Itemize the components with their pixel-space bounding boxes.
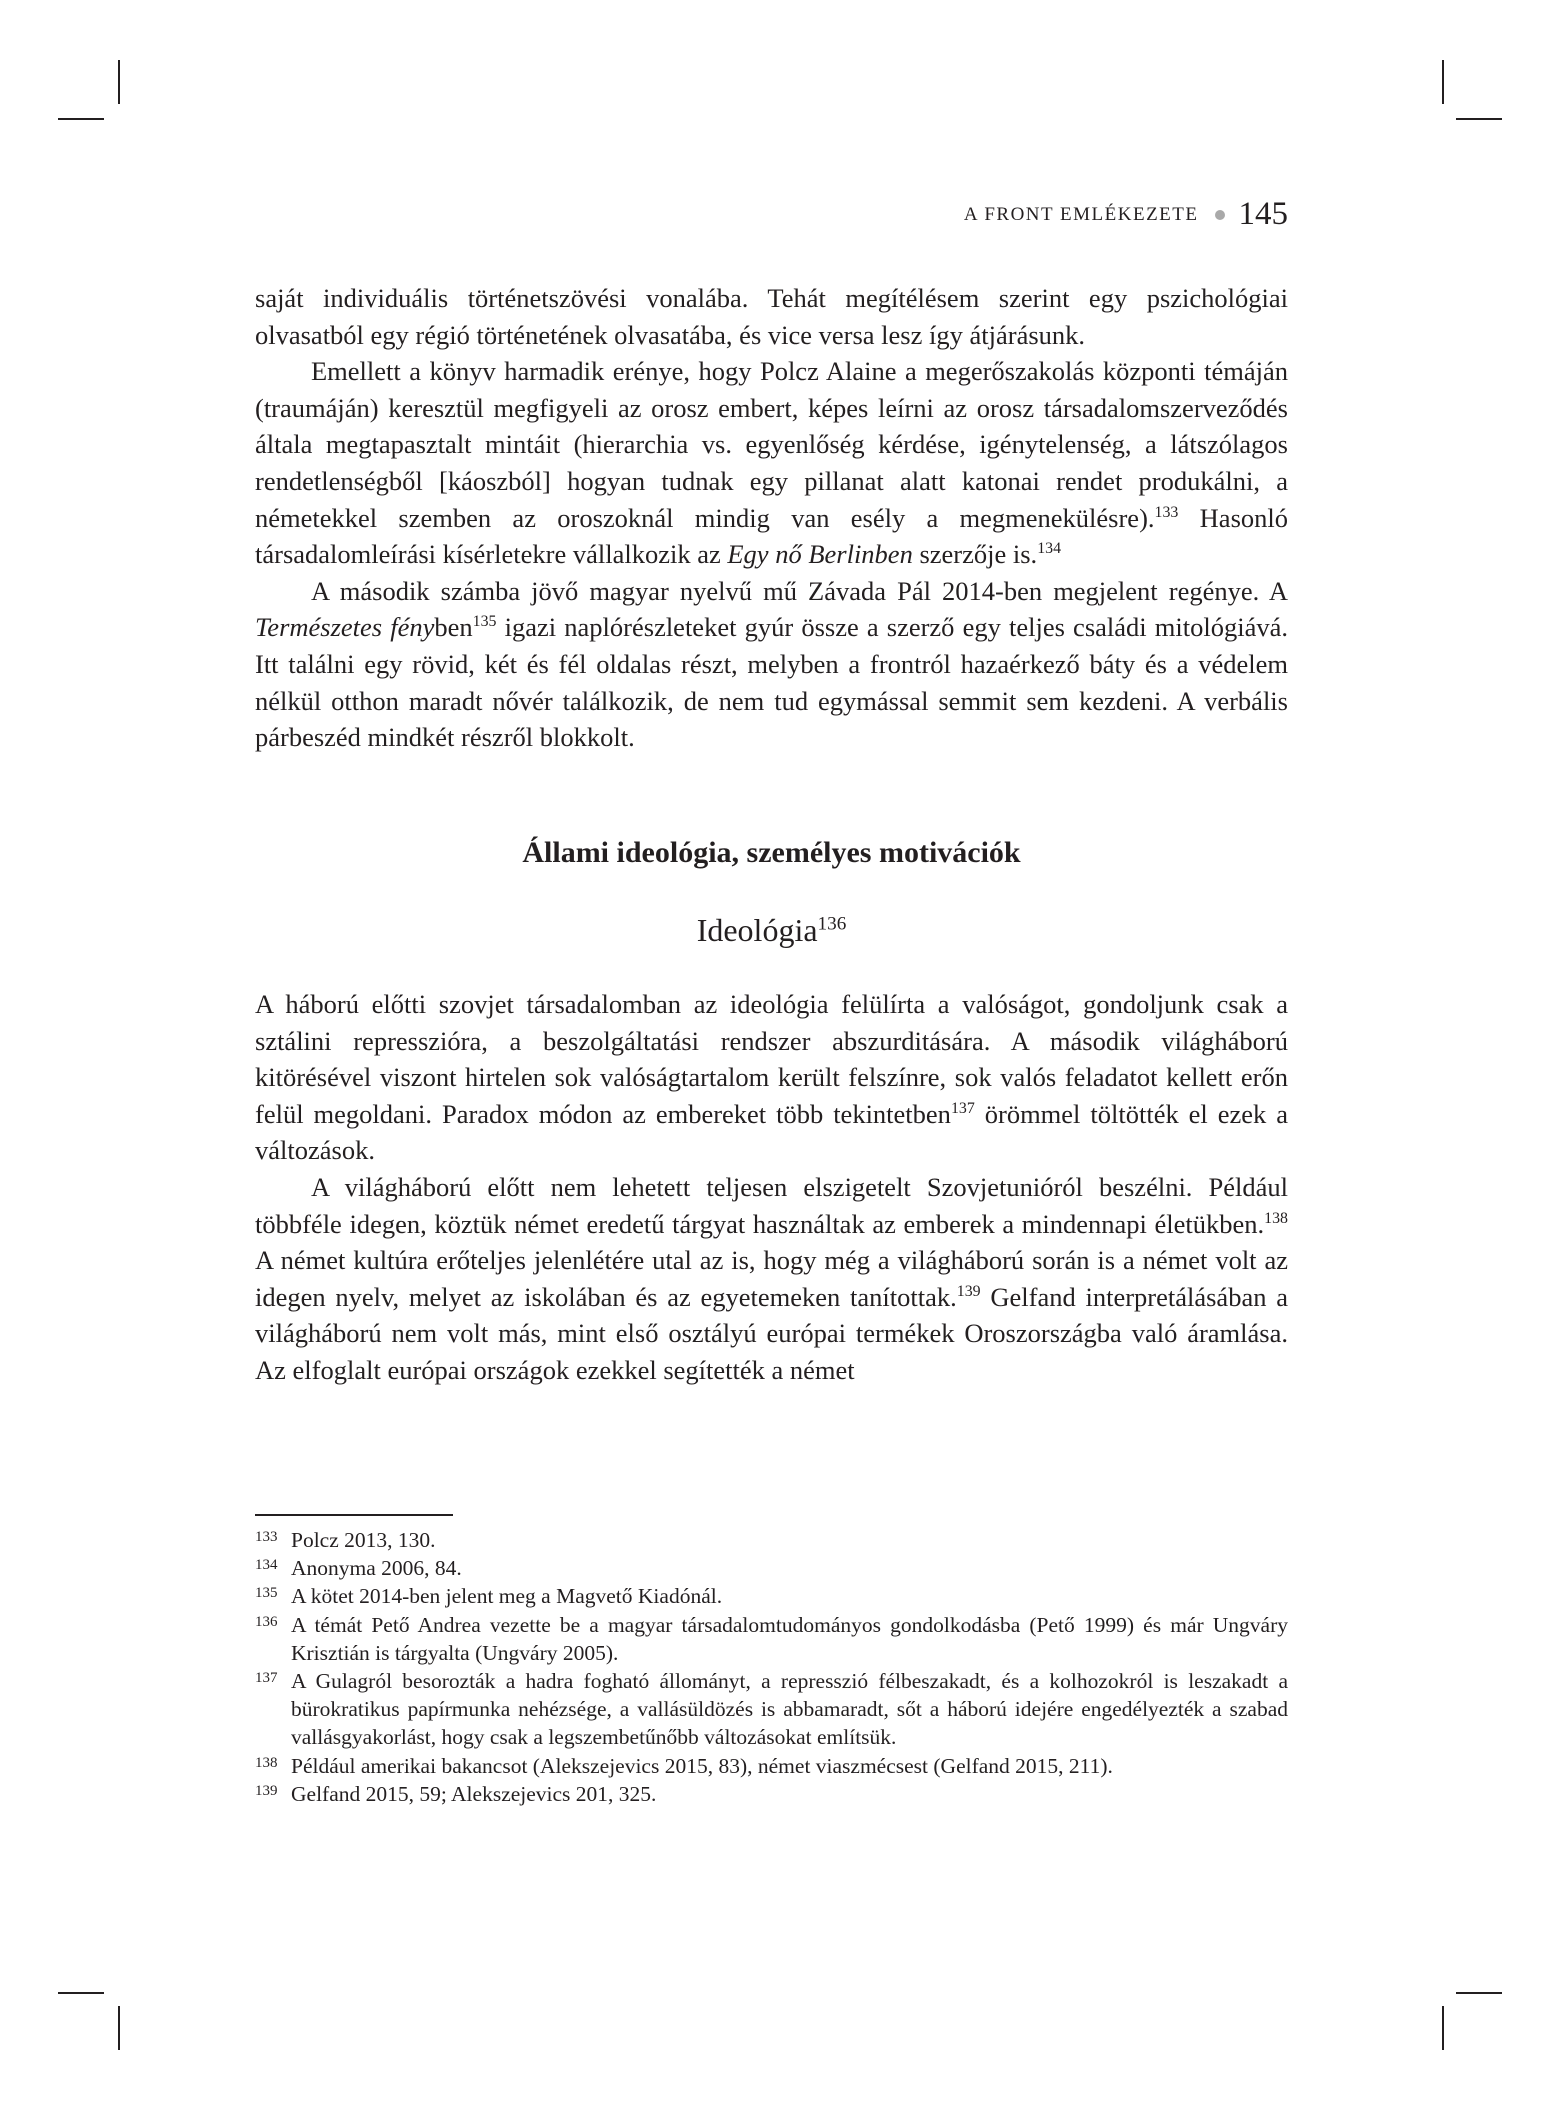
paragraph-5 [255,1169,1288,1389]
footnote-ref-139[interactable]: 139 [956,1282,981,1300]
footnote-separator [255,1514,453,1516]
footnote-number: 138 [255,1754,278,1771]
footnote-text: Anonyma 2006, 84. [291,1556,462,1581]
running-head [964,196,1288,233]
footnote-text: A témát Pető Andrea vezette be a magyar társadalomtudományos gondolkodásba (Pető 1999) és már Ungváry Krisztián is tárgyalta (Ungváry 2005). [291,1612,1288,1665]
body-text-bottom [255,986,1288,1389]
footnote-ref-135[interactable]: 135 [472,613,497,631]
footnote-ref-138[interactable]: 138 [1264,1209,1288,1227]
footnote-ref-133[interactable]: 133 [1154,503,1179,521]
running-title: A FRONT EMLÉKEZETE [963,203,1199,225]
crop-mark-top-left-horizontal [58,118,104,120]
paragraph-2-text-b: Hasonló társadalomleírási kísérletekre vállalkozik az [255,502,1288,570]
footnote-item [255,1752,1288,1780]
paragraph-3-text-b: ben [434,612,473,643]
paragraph-3 [255,573,1288,756]
crop-mark-top-left-vertical [118,60,120,104]
bullet-dot-icon [1215,210,1225,220]
paragraph-2 [255,353,1288,573]
footnote-number: 135 [255,1585,278,1602]
paragraph-1-text: saját individuális történetszövési vonalába. Tehát megítélésem szerint egy pszichológiai olvasatból egy régió történetének olvasatába, és vice versa lesz így átjárásunk. [255,283,1288,350]
footnote-ref-134[interactable]: 134 [1037,540,1062,558]
paragraph-2-text-c: szerzője is. [912,539,1038,570]
paragraph-4-text-b: örömmel töltötték el ezek a változások. [255,1098,1289,1166]
footnote-item [255,1780,1288,1808]
footnote-text: Gelfand 2015, 59; Alekszejevics 201, 325. [291,1781,657,1806]
crop-mark-bottom-right-horizontal [1456,1992,1502,1994]
book-title-italic: Természetes fény [255,612,435,643]
crop-mark-bottom-left-horizontal [58,1992,104,1994]
footnote-item [255,1554,1288,1582]
footnote-ref-136[interactable]: 136 [817,913,847,935]
paragraph-1 [255,280,1288,353]
footnote-number: 133 [255,1529,278,1545]
crop-mark-bottom-left-vertical [118,2006,120,2050]
footnote-text: A Gulagról besorozták a hadra fogható állományt, a represszió félbeszakadt, és a kolhozokról is leszakadt a bürokratikus papírmunka nehézsége, a vallásüldözés is abbamaradt, sőt a háború idejére engedélyezték a szabad vallásgyakorlást, hogy csak a legszembetűnőbb változásokat említsük. [291,1669,1288,1750]
paragraph-2-text-a: Emellett a könyv harmadik erénye, hogy Polcz Alaine a megerőszakolás központi témáján (traumáján) keresztül megfigyeli az orosz embert, képes leírni az orosz társadalomszerveződés általa megtapasztalt mintáit (hierarchia vs. egyenlőség kérdése, igénytelenség, a látszólagos rendetlenségből [káoszból] hogyan tudnak egy pillanat alatt katonai rendet produkálni, a németekkel szemben az oroszoknál mindig van esély a megmenekülésre). [255,356,1288,533]
footnote-number: 136 [255,1613,278,1630]
footnote-number: 134 [255,1557,278,1574]
footnote-item [255,1582,1288,1610]
footnote-text: Például amerikai bakancsot (Alekszejevics 2015, 83), német viaszmécsest (Gelfand 2015, 211). [291,1753,1113,1778]
paragraph-3-text-a: A második számba jövő magyar nyelvű mű Závada Pál 2014-ben megjelent regénye. A [311,575,1288,606]
footnote-item [255,1667,1288,1752]
paragraph-4 [255,986,1288,1169]
crop-mark-top-right-horizontal [1456,118,1502,120]
footnote-text: Polcz 2013, 130. [291,1528,436,1552]
footnote-number: 139 [255,1782,278,1799]
subsection-title-text: Ideológia [696,912,818,948]
paragraph-5-text-a: A világháború előtt nem lehetett teljesen elszigetelt Szovjetunióról beszélni. Például többféle idegen, köztük német eredetű tárgyat használtak az emberek a mindennapi életükben. [255,1171,1288,1239]
paragraph-5-text-c: Gelfand interpretálásában a világháború nem volt más, mint első osztályú európai termékek Oroszországba való áramlása. Az elfoglalt európai országok ezekkel segítették a német [255,1281,1288,1385]
footnote-number: 137 [255,1670,278,1687]
footnotes [255,1526,1288,1808]
footnote-item [255,1526,1288,1554]
subsection-title [255,912,1288,949]
crop-mark-top-right-vertical [1442,60,1444,104]
paragraph-4-text-a: A háború előtti szovjet társadalomban az ideológia felülírta a valóságot, gondoljunk csak a sztálini represszióra, a beszolgáltatási rendszer abszurditására. A második világháború kitörésével viszont hirtelen sok valóságtartalom került felszínre, sok valós feladatot kellett erőn felül megoldani. Paradox módon az embereket több tekintetben [255,989,1288,1129]
book-title-italic: Egy nő Berlinben [727,539,913,570]
footnote-text: A kötet 2014-ben jelent meg a Magvető Kiadónál. [291,1584,723,1609]
footnote-item [255,1611,1288,1667]
paragraph-3-text-c: igazi naplórészleteket gyúr össze a szerző egy teljes családi mitológiává. Itt találni egy rövid, két és fél oldalas részt, melyben a frontról hazaérkező báty és a védelem nélkül otthon maradt nővér találkozik, de nem tud egymással semmit sem kezdeni. A verbális párbeszéd mindkét részről blokkolt. [255,612,1288,753]
body-text-top [255,280,1288,756]
crop-mark-bottom-right-vertical [1442,2006,1444,2050]
section-title: Állami ideológia, személyes motivációk [522,836,1021,869]
page-number: 145 [1238,196,1288,232]
footnote-ref-137[interactable]: 137 [950,1099,975,1117]
paragraph-5-text-b: A német kultúra erőteljes jelenlétére utal az is, hogy még a világháború során is a német volt az idegen nyelv, melyet az iskolában és az egyetemeken tanítottak. [255,1245,1288,1312]
